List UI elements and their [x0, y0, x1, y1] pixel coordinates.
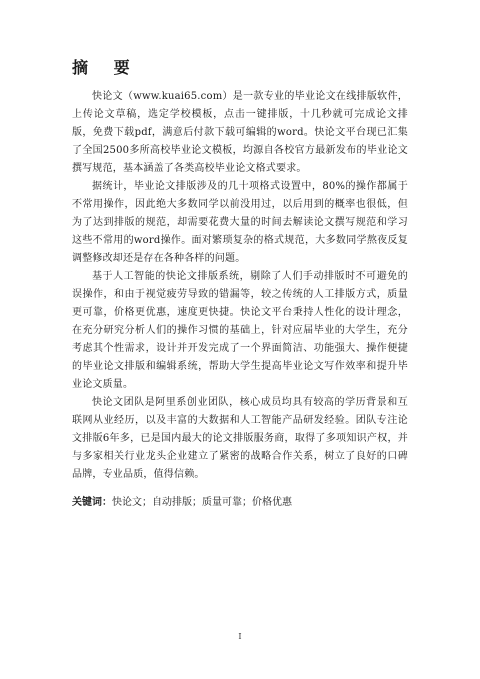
abstract-paragraph-2: 据统计，毕业论文排版涉及的几十项格式设置中，80%的操作都属于不常用操作，因此绝大多数同学以前没用过，以后用到的概率也很低，但为了达到排版的规范，却需要花费大量的时间去解读论文撰写规范和学习这些不常用的word操作。面对繁琐复杂的格式规范，大多数同学熬夜反复调整修改却还是存在各种各样的问题。: [72, 181, 408, 264]
keywords-line: [72, 494, 408, 512]
abstract-paragraph-4: 快论文团队是阿里系创业团队，核心成员均具有较高的学历背景和互联网从业经历，以及丰富的大数据和人工智能产品研发经验。团队专注论文排版6年多，已是国内最大的论文排版服务商，取得了多项知识产权，并与多家相关行业龙头企业建立了紧密的战略合作关系，树立了良好的口碑品牌，专业品质，值得信赖。: [72, 397, 408, 480]
abstract-content: [72, 58, 408, 512]
abstract-paragraph-3: 基于人工智能的快论文排版系统，剔除了人们手动排版时不可避免的误操作，和由于视觉疲劳导致的错漏等，较之传统的人工排版方式，质量更可靠，价格更优惠，速度更快捷。快论文平台秉持人性化的设计理念，在充分研究分析人们的操作习惯的基础上，针对应届毕业的大学生，充分考虑其个性需求，设计并开发完成了一个界面简洁、功能强大、操作便捷的毕业论文排版和编辑系统，帮助大学生提高毕业论文写作效率和提升毕业论文质量。: [72, 271, 408, 390]
abstract-title: 摘 要: [72, 58, 140, 77]
page-number: I: [238, 632, 242, 641]
keywords-label: 关键词：: [72, 497, 112, 508]
keywords-text: 快论文；自动排版；质量可靠；价格优惠: [112, 497, 292, 508]
abstract-paragraph-1: 快论文（www.kuai65.com）是一款专业的毕业论文在线排版软件，上传论文草稿，选定学校模板，点击一键排版，十几秒就可完成论文排版，免费下载pdf，满意后付款下载可编辑的word。快论文平台现已汇集了全国2500多所高校毕业论文模板，均源自各校官方最新发布的毕业论文撰写规范，基本涵盖了各类高校毕业论文格式要求。: [72, 91, 408, 174]
